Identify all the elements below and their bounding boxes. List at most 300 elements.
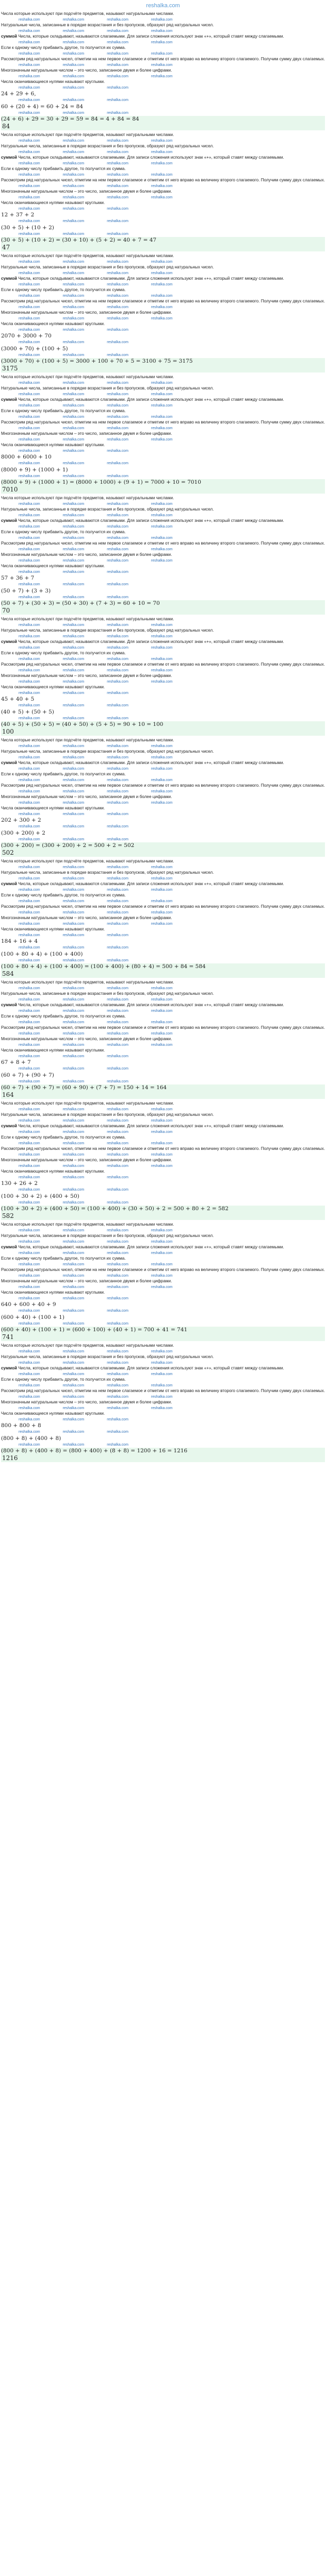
watermark-text: reshalka.com <box>19 502 40 506</box>
watermark-text: reshalka.com <box>151 1164 173 1168</box>
calculation-line: 130 + 26 + 2 <box>1 1180 38 1187</box>
round-numbers-definition: Числа оканчивающиеся нулями называют круглыми. <box>1 685 105 689</box>
watermark-row <box>1 1394 325 1400</box>
calculation-line: (40 + 5) + (50 + 5) = (40 + 50) + (5 + 5) = 90 + 10 = 100 <box>1 721 325 728</box>
watermark-row <box>1 259 325 265</box>
watermark-text: reshalka.com <box>151 161 173 165</box>
watermark-text: reshalka.com <box>107 98 128 102</box>
watermark-text: reshalka.com <box>107 415 128 419</box>
watermark-text: reshalka.com <box>19 958 40 962</box>
watermark-text: reshalka.com <box>62 657 85 661</box>
watermark-text: reshalka.com <box>19 1443 40 1447</box>
watermark-text: reshalka.com <box>151 1153 173 1157</box>
watermark-text: reshalka.com <box>107 634 128 638</box>
watermark-text: reshalka.com <box>19 1107 40 1111</box>
swap-rule: Рассмотрим ряд натуральных чисел, отметим на нем первое слагаемое и отметим от него вправо на величину второго слагаемого. Получим сумму двух слагаемых. <box>1 420 325 425</box>
watermark-text: reshalka.com <box>19 812 40 816</box>
watermark-text: reshalka.com <box>107 392 128 396</box>
watermark-text: reshalka.com <box>62 583 85 586</box>
watermark-text: reshalka.com <box>19 1200 40 1205</box>
numbers-definition: Числа которые используют при подсчёте предметов, называют натуральными числами. <box>1 1101 174 1106</box>
watermark-text: reshalka.com <box>107 1141 128 1145</box>
watermark-text: reshalka.com <box>151 437 173 442</box>
watermark-text: reshalka.com <box>19 219 40 223</box>
watermark-row <box>1 1417 325 1423</box>
watermark-text: reshalka.com <box>19 691 40 695</box>
watermark-text: reshalka.com <box>151 195 173 199</box>
answer-value: 3175 <box>1 365 325 372</box>
multidigit-definition: Многозначным натуральным числом – это число, записанное двумя и более цифрами. <box>1 794 172 799</box>
watermark-text: reshalka.com <box>107 1067 128 1071</box>
watermark-text: reshalka.com <box>19 1285 40 1289</box>
watermark-row <box>1 62 325 69</box>
watermark-text: reshalka.com <box>151 558 173 563</box>
watermark-text: reshalka.com <box>62 899 85 903</box>
answer-value: 100 <box>1 728 325 736</box>
watermark-text: reshalka.com <box>151 29 173 33</box>
sum-definition <box>1 34 325 40</box>
watermark-text: reshalka.com <box>151 865 173 869</box>
watermark-row <box>1 270 325 277</box>
watermark-text: reshalka.com <box>107 958 128 962</box>
watermark-text: reshalka.com <box>62 328 85 332</box>
watermark-text: reshalka.com <box>19 271 40 275</box>
watermark-row <box>1 789 325 795</box>
watermark-text: reshalka.com <box>19 1043 40 1047</box>
watermark-text: reshalka.com <box>19 1067 40 1071</box>
watermark-text: reshalka.com <box>151 139 173 143</box>
calculation-line: (8000 + 9) + (1000 + 1) <box>1 466 68 473</box>
watermark-text: reshalka.com <box>151 646 173 650</box>
watermark-text: reshalka.com <box>107 474 128 478</box>
watermark-row <box>1 1079 325 1085</box>
watermark-row <box>1 1321 325 1327</box>
watermark-text: reshalka.com <box>62 381 85 385</box>
watermark-row <box>1 40 325 46</box>
watermark-text: reshalka.com <box>107 657 128 661</box>
watermark-text: reshalka.com <box>151 801 173 805</box>
swap-rule: Рассмотрим ряд натуральных чисел, отметим на нем первое слагаемое и отметим от него вправо на величину второго слагаемого. Получим сумму двух слагаемых. <box>1 57 325 61</box>
watermark-text: reshalka.com <box>19 1240 40 1244</box>
watermark-row <box>1 1371 325 1378</box>
watermark-row <box>1 282 325 288</box>
watermark-text: reshalka.com <box>151 63 173 67</box>
numbers-definition: Числа которые используют при подсчёте предметов, называют натуральными числами. <box>1 980 174 985</box>
calculation-line: 67 + 8 + 7 <box>1 1059 31 1065</box>
watermark-text: reshalka.com <box>62 1130 85 1134</box>
watermark-text: reshalka.com <box>62 744 85 748</box>
watermark-text: reshalka.com <box>19 1417 40 1421</box>
watermark-row <box>1 645 325 651</box>
watermark-row <box>1 558 325 564</box>
watermark-row <box>1 582 325 588</box>
watermark-text: reshalka.com <box>107 1372 128 1376</box>
swap-rule: Рассмотрим ряд натуральных чисел, отметим на нем первое слагаемое и отметим от него вправо на величину второго слагаемого. Получим сумму двух слагаемых. <box>1 1267 325 1272</box>
swap-rule: Рассмотрим ряд натуральных чисел, отметим на нем первое слагаемое и отметим от него вправо на величину второго слагаемого. Получим сумму двух слагаемых. <box>1 1146 325 1151</box>
sum-definition-text: Числа, которые складывают, называются слагаемыми. Для записи сложения используют знак «+», который ставят между слагаемыми. <box>17 397 284 402</box>
watermark-row <box>1 161 325 167</box>
watermark-text: reshalka.com <box>62 415 85 419</box>
watermark-text: reshalka.com <box>107 1009 128 1013</box>
watermark-text: reshalka.com <box>62 474 85 478</box>
watermark-text: reshalka.com <box>107 1079 128 1083</box>
watermark-text: reshalka.com <box>151 1118 173 1123</box>
calculation-line: (100 + 30 + 2) + (400 + 50) = (100 + 400) + (30 + 50) + 2 = 500 + 80 + 2 = 582 <box>1 1206 325 1212</box>
watermark-text: reshalka.com <box>62 1188 85 1192</box>
watermark-text: reshalka.com <box>62 986 85 990</box>
watermark-text: reshalka.com <box>19 74 40 78</box>
watermark-text: reshalka.com <box>19 876 40 880</box>
watermark-text: reshalka.com <box>19 716 40 720</box>
swap-rule: Рассмотрим ряд натуральных чисел, отметим на нем первое слагаемое и отметим от него вправо на величину второго слагаемого. Получим сумму двух слагаемых. <box>1 662 325 667</box>
watermark-text: reshalka.com <box>19 801 40 805</box>
watermark-text: reshalka.com <box>151 305 173 309</box>
watermark-text: reshalka.com <box>19 755 40 759</box>
watermark-text: reshalka.com <box>107 888 128 892</box>
watermark-row <box>1 426 325 432</box>
watermark-text: reshalka.com <box>107 219 128 223</box>
watermark-row <box>1 535 325 541</box>
watermark-text: reshalka.com <box>151 668 173 672</box>
watermark-text: reshalka.com <box>151 502 173 506</box>
watermark-row <box>1 876 325 882</box>
watermark-text: reshalka.com <box>62 52 85 56</box>
watermark-text: reshalka.com <box>151 173 173 177</box>
watermark-text: reshalka.com <box>62 767 85 771</box>
watermark-text: reshalka.com <box>62 232 85 236</box>
watermark-text: reshalka.com <box>62 462 85 465</box>
watermark-text: reshalka.com <box>19 1383 40 1387</box>
watermark-text: reshalka.com <box>107 282 128 286</box>
watermark-text: reshalka.com <box>151 1031 173 1036</box>
watermark-row <box>1 933 325 939</box>
watermark-text: reshalka.com <box>107 812 128 816</box>
watermark-text: reshalka.com <box>107 997 128 1002</box>
watermark-text: reshalka.com <box>151 986 173 990</box>
watermark-text: reshalka.com <box>19 1031 40 1036</box>
watermark-text: reshalka.com <box>107 837 128 841</box>
watermark-row <box>1 921 325 927</box>
watermark-text: reshalka.com <box>19 294 40 298</box>
watermark-text: reshalka.com <box>19 789 40 793</box>
round-numbers-definition: Числа оканчивающиеся нулями называют круглыми. <box>1 1048 105 1053</box>
watermark-row <box>1 1273 325 1279</box>
watermark-row <box>1 1031 325 1037</box>
watermark-text: reshalka.com <box>151 294 173 298</box>
watermark-text: reshalka.com <box>107 294 128 298</box>
watermark-row <box>1 1118 325 1124</box>
watermark-row <box>1 473 325 480</box>
answer-value: 164 <box>1 1091 325 1099</box>
watermark-text: reshalka.com <box>62 595 85 599</box>
multidigit-definition: Многозначным натуральным числом – это число, записанное двумя и более цифрами. <box>1 68 172 73</box>
numbers-definition: Числа которые используют при подсчёте предметов, называют натуральными числами. <box>1 11 174 16</box>
watermark-row <box>1 986 325 992</box>
watermark-text: reshalka.com <box>107 1200 128 1205</box>
calculation-line: 640 + 600 + 40 + 9 <box>1 1301 56 1308</box>
watermark-text: reshalka.com <box>107 150 128 154</box>
watermark-row <box>1 1296 325 1302</box>
watermark-row <box>1 1175 325 1181</box>
sum-term: суммой <box>1 760 18 765</box>
watermark-row <box>1 1152 325 1158</box>
watermark-text: reshalka.com <box>62 536 85 540</box>
sum-definition-text: Числа, которые складывают, называются слагаемыми. Для записи сложения используют знак «+», который ставят между слагаемыми. <box>17 1124 284 1128</box>
watermark-row <box>1 1349 325 1355</box>
watermark-text: reshalka.com <box>19 865 40 869</box>
watermark-text: reshalka.com <box>62 150 85 154</box>
watermark-row <box>1 304 325 311</box>
multidigit-definition: Многозначным натуральным числом – это число, записанное двумя и более цифрами. <box>1 1158 172 1162</box>
watermark-text: reshalka.com <box>151 1251 173 1255</box>
watermark-text: reshalka.com <box>151 282 173 286</box>
watermark-row <box>1 755 325 761</box>
calculation-line: (24 + 6) + 29 = 30 + 29 = 59 = 84 = 4 + 84 = 84 <box>1 116 325 123</box>
watermark-text: reshalka.com <box>107 922 128 926</box>
round-numbers-definition: Числа оканчивающиеся нулями называют круглыми. <box>1 806 105 810</box>
watermark-row <box>1 316 325 322</box>
watermark-text: reshalka.com <box>107 260 128 264</box>
answer-value: 1216 <box>1 1454 325 1462</box>
watermark-text: reshalka.com <box>151 910 173 914</box>
calculation-line: (100 + 80 + 4) + (100 + 400) = (100 + 400) + (80 + 4) = 500 + 84 = 584 <box>1 963 325 970</box>
sum-definition-text: Числа, которые складывают, называются слагаемыми. Для записи сложения используют знак «+», который ставят между слагаемыми. <box>17 760 284 765</box>
sum-definition <box>1 276 325 282</box>
watermark-text: reshalka.com <box>62 207 85 211</box>
sum-definition-text: Числа, которые складывают, называются слагаемыми. Для записи сложения используют знак «+», который ставят между слагаемыми. <box>17 276 284 281</box>
watermark-text: reshalka.com <box>62 997 85 1002</box>
watermark-text: reshalka.com <box>62 111 85 115</box>
watermark-text: reshalka.com <box>151 1228 173 1232</box>
watermark-text: reshalka.com <box>62 1228 85 1232</box>
watermark-text: reshalka.com <box>19 1130 40 1134</box>
watermark-row <box>1 97 325 104</box>
round-numbers-definition: Числа оканчивающиеся нулями называют круглыми. <box>1 321 105 326</box>
watermark-text: reshalka.com <box>151 547 173 551</box>
watermark-text: reshalka.com <box>62 876 85 880</box>
sum-definition <box>1 155 325 161</box>
calculation-line: (50 + 7) + (3 + 3) <box>1 587 51 594</box>
watermark-text: reshalka.com <box>19 86 40 90</box>
watermark-text: reshalka.com <box>151 922 173 926</box>
watermark-text: reshalka.com <box>151 513 173 517</box>
round-numbers-definition: Числа оканчивающиеся нулями называют круглыми. <box>1 1290 105 1295</box>
watermark-row <box>1 837 325 843</box>
watermark-text: reshalka.com <box>19 888 40 892</box>
watermark-row <box>1 1442 325 1448</box>
watermark-text: reshalka.com <box>19 232 40 236</box>
watermark-text: reshalka.com <box>62 1309 85 1313</box>
calculation-line: (50 + 7) + (30 + 3) = (50 + 30) + (7 + 3) = 60 + 10 = 70 <box>1 600 325 607</box>
watermark-text: reshalka.com <box>19 1153 40 1157</box>
watermark-text: reshalka.com <box>62 98 85 102</box>
watermark-text: reshalka.com <box>107 74 128 78</box>
watermark-text: reshalka.com <box>19 353 40 357</box>
calculation-line: (300 + 200) + 2 <box>1 829 45 836</box>
watermark-text: reshalka.com <box>107 1417 128 1421</box>
watermark-text: reshalka.com <box>62 1031 85 1036</box>
watermark-row <box>1 547 325 553</box>
watermark-text: reshalka.com <box>19 139 40 143</box>
watermark-text: reshalka.com <box>62 1383 85 1387</box>
watermark-text: reshalka.com <box>19 657 40 661</box>
round-numbers-definition: Числа оканчивающиеся нулями называют круглыми. <box>1 79 105 84</box>
watermark-text: reshalka.com <box>107 18 128 22</box>
watermark-text: reshalka.com <box>19 316 40 320</box>
calculation-line: 60 + (20 + 4) = 60 + 24 = 84 <box>1 103 84 110</box>
watermark-text: reshalka.com <box>151 74 173 78</box>
numbers-definition: Числа которые используют при подсчёте предметов, называют натуральными числами. <box>1 132 174 137</box>
watermark-text: reshalka.com <box>62 1321 85 1326</box>
watermark-text: reshalka.com <box>19 161 40 165</box>
watermark-row <box>1 777 325 784</box>
watermark-text: reshalka.com <box>62 778 85 782</box>
sum-term: суммой <box>1 1003 18 1007</box>
watermark-text: reshalka.com <box>151 997 173 1002</box>
watermark-text: reshalka.com <box>62 316 85 320</box>
numbers-definition: Числа которые используют при подсчёте предметов, называют натуральными числами. <box>1 738 174 742</box>
watermark-text: reshalka.com <box>151 260 173 264</box>
watermark-row <box>1 448 325 454</box>
watermark-text: reshalka.com <box>107 63 128 67</box>
watermark-text: reshalka.com <box>151 623 173 627</box>
watermark-text: reshalka.com <box>107 232 128 236</box>
answer-value: 70 <box>1 607 325 615</box>
watermark-text: reshalka.com <box>107 1130 128 1134</box>
watermark-text: reshalka.com <box>62 946 85 950</box>
watermark-text: reshalka.com <box>62 1430 85 1434</box>
watermark-text: reshalka.com <box>62 691 85 695</box>
watermark-text: reshalka.com <box>107 502 128 506</box>
swap-rule: Рассмотрим ряд натуральных чисел, отметим на нем первое слагаемое и отметим от него вправо на величину второго слагаемого. Получим сумму двух слагаемых. <box>1 904 325 909</box>
watermark-text: reshalka.com <box>107 1349 128 1353</box>
addition-rule: Если к одному числу прибавить другое, то получится их сумма. <box>1 772 126 776</box>
sum-term: суммой <box>1 518 18 523</box>
addition-rule: Если к одному числу прибавить другое, то получится их сумма. <box>1 530 126 534</box>
watermark-text: reshalka.com <box>62 1079 85 1083</box>
problem-section <box>0 980 326 1101</box>
watermark-text: reshalka.com <box>107 462 128 465</box>
round-numbers-definition: Числа оканчивающиеся нулями называют круглыми. <box>1 200 105 205</box>
watermark-row <box>1 1042 325 1048</box>
watermark-text: reshalka.com <box>107 744 128 748</box>
watermark-text: reshalka.com <box>62 1296 85 1300</box>
site-header[interactable]: reshalka.com <box>146 3 180 9</box>
watermark-text: reshalka.com <box>151 767 173 771</box>
watermark-text: reshalka.com <box>62 1054 85 1058</box>
watermark-text: reshalka.com <box>19 29 40 33</box>
sum-definition <box>1 760 325 766</box>
watermark-text: reshalka.com <box>62 294 85 298</box>
sum-definition <box>1 1124 325 1129</box>
sum-definition-text: Числа, которые складывают, называются слагаемыми. Для записи сложения используют знак «+», который ставят между слагаемыми. <box>17 1245 284 1249</box>
watermark-text: reshalka.com <box>19 1296 40 1300</box>
watermark-text: reshalka.com <box>62 305 85 309</box>
watermark-text: reshalka.com <box>107 513 128 517</box>
natural-series-definition: Натуральные числа, записанные в порядке возрастания и без пропусков, образуют ряд натуральных чисел. <box>1 265 214 269</box>
watermark-text: reshalka.com <box>107 173 128 177</box>
watermark-text: reshalka.com <box>62 63 85 67</box>
watermark-row <box>1 380 325 386</box>
watermark-text: reshalka.com <box>151 150 173 154</box>
watermark-row <box>1 1200 325 1206</box>
watermark-text: reshalka.com <box>62 958 85 962</box>
watermark-text: reshalka.com <box>19 946 40 950</box>
watermark-text: reshalka.com <box>19 1175 40 1179</box>
problem-section <box>0 617 326 738</box>
problem-section <box>0 1222 326 1343</box>
answer-value: 7010 <box>1 486 325 494</box>
watermark-text: reshalka.com <box>107 910 128 914</box>
watermark-row <box>1 910 325 916</box>
watermark-text: reshalka.com <box>107 704 128 707</box>
natural-series-definition: Натуральные числа, записанные в порядке возрастания и без пропусков, образуют ряд натуральных чисел. <box>1 23 214 27</box>
watermark-text: reshalka.com <box>19 40 40 44</box>
watermark-text: reshalka.com <box>151 18 173 22</box>
natural-series-definition: Натуральные числа, записанные в порядке возрастания и без пропусков, образуют ряд натуральных чисел. <box>1 1112 214 1117</box>
addition-rule: Если к одному числу прибавить другое, то получится их сумма. <box>1 893 126 897</box>
sum-definition-text: Числа, которые складывают, называются слагаемыми. Для записи сложения используют знак «+», который ставят между слагаемыми. <box>17 639 284 644</box>
watermark-text: reshalka.com <box>151 1383 173 1387</box>
answer-value: 502 <box>1 849 325 857</box>
watermark-row <box>1 524 325 530</box>
watermark-text: reshalka.com <box>62 1043 85 1047</box>
watermark-row <box>1 824 325 830</box>
watermark-text: reshalka.com <box>62 865 85 869</box>
sum-definition <box>1 1245 325 1250</box>
watermark-text: reshalka.com <box>107 865 128 869</box>
watermark-text: reshalka.com <box>62 801 85 805</box>
watermark-text: reshalka.com <box>107 755 128 759</box>
watermark-text: reshalka.com <box>107 570 128 574</box>
watermark-text: reshalka.com <box>107 195 128 199</box>
calculation-line: (30 + 5) + (10 + 2) = (30 + 10) + (5 + 2) = 40 + 7 = 47 <box>1 237 325 244</box>
calculation-line: (100 + 80 + 4) + (100 + 400) <box>1 951 83 957</box>
watermark-text: reshalka.com <box>151 876 173 880</box>
watermark-text: reshalka.com <box>62 547 85 551</box>
multidigit-definition: Многозначным натуральным числом – это число, записанное двумя и более цифрами. <box>1 916 172 920</box>
watermark-text: reshalka.com <box>62 1443 85 1447</box>
watermark-text: reshalka.com <box>62 1020 85 1024</box>
watermark-row <box>1 656 325 663</box>
watermark-row <box>1 595 325 601</box>
watermark-row <box>1 1405 325 1412</box>
watermark-text: reshalka.com <box>62 139 85 143</box>
problem-section <box>0 1101 326 1222</box>
watermark-text: reshalka.com <box>19 623 40 627</box>
watermark-text: reshalka.com <box>62 646 85 650</box>
watermark-text: reshalka.com <box>62 161 85 165</box>
answer-value: 584 <box>1 970 325 978</box>
natural-series-definition: Натуральные числа, записанные в порядке возрастания и без пропусков, образуют ряд натуральных чисел. <box>1 507 214 512</box>
watermark-text: reshalka.com <box>19 1309 40 1313</box>
watermark-text: reshalka.com <box>151 1009 173 1013</box>
watermark-text: reshalka.com <box>151 755 173 759</box>
watermark-text: reshalka.com <box>62 789 85 793</box>
watermark-text: reshalka.com <box>62 341 85 344</box>
watermark-text: reshalka.com <box>62 825 85 828</box>
sum-definition-text: Числа, которые складывают, называются слагаемыми. Для записи сложения используют знак «+», который ставят между слагаемыми. <box>17 34 284 39</box>
watermark-text: reshalka.com <box>19 282 40 286</box>
watermark-text: reshalka.com <box>62 353 85 357</box>
swap-rule: Рассмотрим ряд натуральных чисел, отметим на нем первое слагаемое и отметим от него вправо на величину второго слагаемого. Получим сумму двух слагаемых. <box>1 541 325 546</box>
swap-rule: Рассмотрим ряд натуральных чисел, отметим на нем первое слагаемое и отметим от него вправо на величину второго слагаемого. Получим сумму двух слагаемых. <box>1 1388 325 1393</box>
watermark-text: reshalka.com <box>107 1361 128 1365</box>
numbers-definition: Числа которые используют при подсчёте предметов, называют натуральными числами. <box>1 1222 174 1227</box>
watermark-text: reshalka.com <box>62 392 85 396</box>
watermark-text: reshalka.com <box>151 789 173 793</box>
problem-section <box>0 132 326 253</box>
